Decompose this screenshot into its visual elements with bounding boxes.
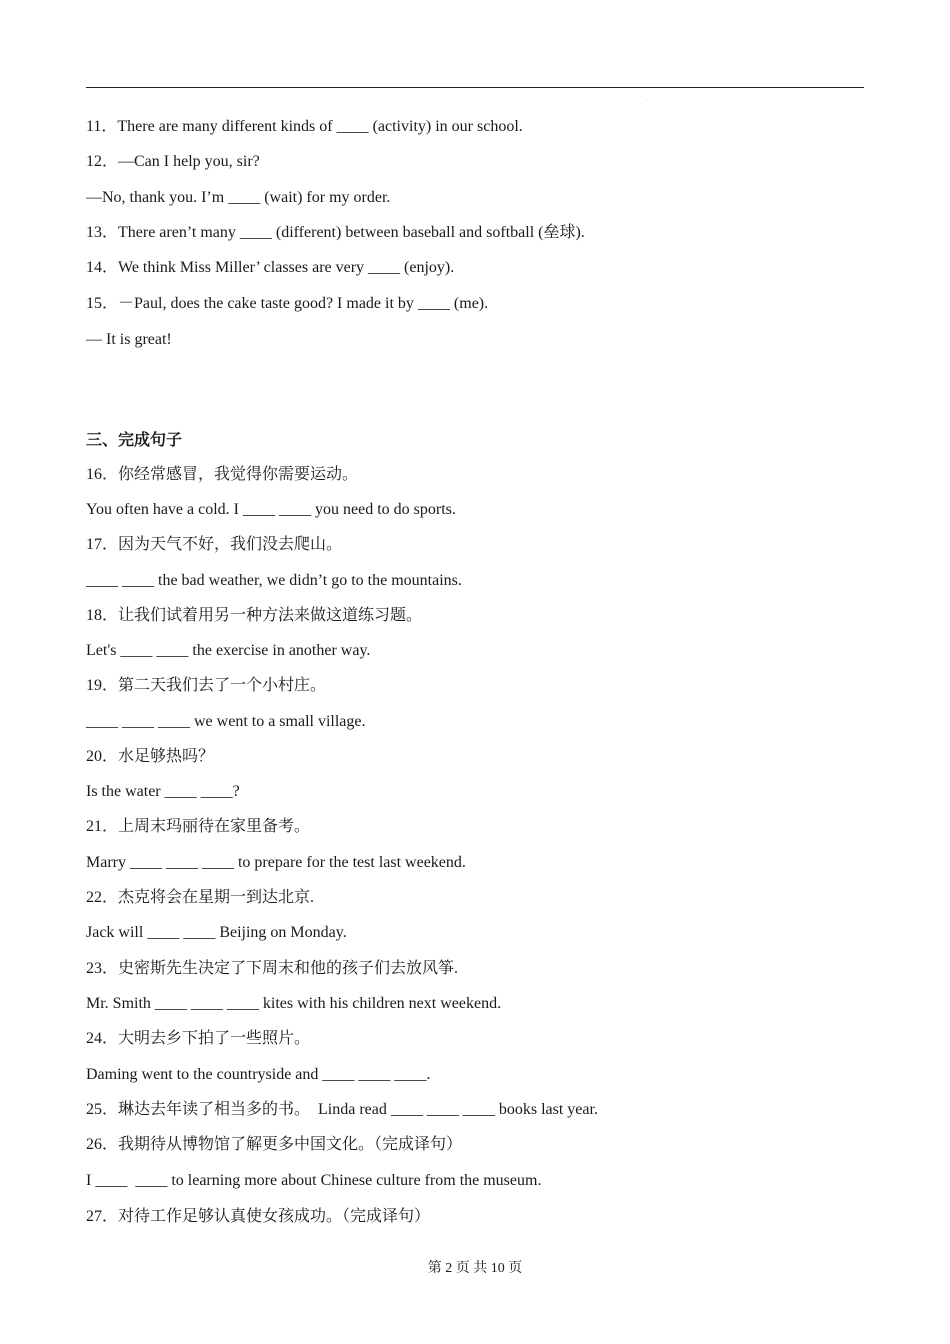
question-15-prompt: 15．－Paul, does the cake taste good? I made it by ____ (me). [86,295,489,312]
question-24-chinese: 24．大明去乡下拍了一些照片。 [86,1030,311,1047]
question-19-chinese: 19．第二天我们去了一个小村庄。 [86,677,327,694]
question-26-english: I ____ ____ to learning more about Chinese culture from the museum. [86,1172,542,1189]
question-11: 11．There are many different kinds of ____ (activity) in our school. [86,118,523,135]
question-14: 14．We think Miss Miller’ classes are very ____ (enjoy). [86,259,455,276]
question-16-english: You often have a cold. I ____ ____ you need to do sports. [86,501,456,518]
question-22-chinese: 22．杰克将会在星期一到达北京. [86,889,315,906]
question-26-chinese: 26．我期待从博物馆了解更多中国文化。（完成译句） [86,1136,463,1153]
header-rule [86,87,864,88]
question-17-chinese: 17．因为天气不好，我们没去爬山。 [86,536,343,553]
page-number: 第 2 页 共 10 页 [427,1261,523,1276]
question-12-prompt: 12．—Can I help you, sir? [86,153,260,170]
question-21-chinese: 21．上周末玛丽待在家里备考。 [86,818,311,835]
question-20-english: Is the water ____ ____? [86,783,240,800]
question-17-english: ____ ____ the bad weather, we didn’t go to the mountains. [86,572,462,589]
question-15-answer: — It is great! [86,331,172,348]
question-16-chinese: 16．你经常感冒，我觉得你需要运动。 [86,466,359,483]
question-27-chinese: 27．对待工作足够认真使女孩成功。（完成译句） [86,1208,431,1225]
question-18-chinese: 18．让我们试着用另一种方法来做这道练习题。 [86,607,423,624]
question-25: 25．琳达去年读了相当多的书。 Linda read ____ ____ ____ books last year. [86,1101,598,1118]
header-dot: . [646,97,648,103]
question-22-english: Jack will ____ ____ Beijing on Monday. [86,924,347,941]
question-12-answer: —No, thank you. I’m ____ (wait) for my order. [86,189,391,206]
question-19-english: ____ ____ ____ we went to a small village. [86,713,366,730]
question-21-english: Marry ____ ____ ____ to prepare for the test last weekend. [86,854,466,871]
question-23-english: Mr. Smith ____ ____ ____ kites with his children next weekend. [86,995,502,1012]
question-24-english: Daming went to the countryside and ____ ____ ____. [86,1066,431,1083]
section-three-heading: 三、完成句子 [86,430,183,449]
question-23-chinese: 23．史密斯先生决定了下周末和他的孩子们去放风筝. [86,960,459,977]
question-20-chinese: 20．水足够热吗？ [86,748,215,765]
question-13: 13．There aren’t many ____ (different) between baseball and softball (垒球). [86,224,585,241]
question-18-english: Let's ____ ____ the exercise in another way. [86,642,371,659]
